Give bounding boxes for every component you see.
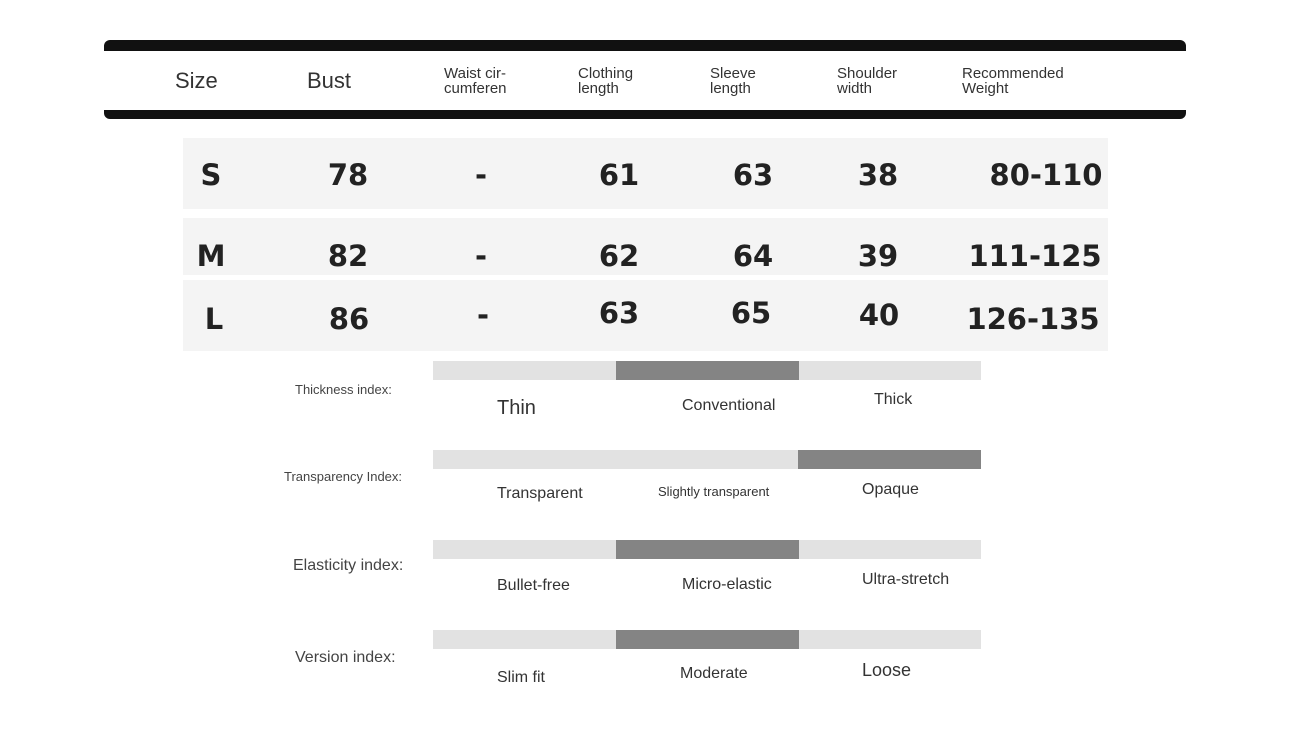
size-table-header bbox=[104, 40, 1186, 119]
header-length-line1: Clothing bbox=[578, 64, 634, 82]
cell-weight: 126-135 bbox=[966, 302, 1100, 336]
elasticity-option-micro-elastic: Micro-elastic bbox=[682, 576, 772, 593]
thickness-bar-thin bbox=[433, 361, 616, 380]
header-waist-line2: cumferen bbox=[444, 79, 507, 97]
version-bar-moderate bbox=[616, 630, 799, 649]
cell-size: L bbox=[204, 302, 224, 336]
cell-length: 62 bbox=[598, 239, 640, 273]
thickness-index-label: Thickness index: bbox=[295, 382, 392, 397]
cell-sleeve: 65 bbox=[730, 296, 772, 330]
transparency-bar-transparent bbox=[433, 450, 616, 469]
cell-weight: 111-125 bbox=[968, 239, 1102, 273]
version-bar-loose bbox=[799, 630, 981, 649]
header-weight-line2: Weight bbox=[962, 79, 1009, 97]
cell-length: 63 bbox=[598, 296, 640, 330]
cell-waist: - bbox=[474, 239, 488, 273]
table-row bbox=[183, 218, 1108, 275]
version-option-loose: Loose bbox=[862, 660, 912, 680]
cell-shoulder: 38 bbox=[857, 158, 899, 192]
thickness-bar-conventional bbox=[616, 361, 799, 380]
transparency-bar-opaque bbox=[798, 450, 981, 469]
elasticity-option-ultra-stretch: Ultra-stretch bbox=[862, 571, 950, 588]
cell-sleeve: 63 bbox=[732, 158, 774, 192]
header-bust: Bust bbox=[307, 67, 352, 93]
cell-bust: 82 bbox=[327, 239, 369, 273]
cell-size: S bbox=[200, 158, 222, 192]
cell-shoulder: 40 bbox=[858, 298, 900, 332]
thickness-bar-thick bbox=[799, 361, 981, 380]
header-waist bbox=[444, 51, 507, 110]
cell-waist: - bbox=[476, 298, 490, 332]
version-bar-slim bbox=[433, 630, 616, 649]
elasticity-bar-bullet-free bbox=[433, 540, 616, 559]
cell-waist: - bbox=[474, 158, 488, 192]
header-recommended-weight bbox=[962, 51, 1064, 110]
cell-length: 61 bbox=[598, 158, 640, 192]
header-weight-line1: Recommended bbox=[962, 64, 1064, 82]
cell-sleeve: 64 bbox=[732, 239, 774, 273]
cell-size: M bbox=[196, 239, 226, 273]
elasticity-index-label: Elasticity index: bbox=[293, 557, 404, 574]
header-shoulder-line2: width bbox=[837, 79, 873, 97]
table-row bbox=[183, 280, 1108, 351]
table-row bbox=[183, 138, 1108, 209]
header-length-line2: length bbox=[578, 79, 619, 97]
transparency-bar-slightly bbox=[616, 450, 798, 469]
elasticity-bar-micro bbox=[616, 540, 799, 559]
header-size: Size bbox=[175, 67, 218, 93]
transparency-option-transparent: Transparent bbox=[497, 485, 583, 502]
header-sleeve-line1: Sleeve bbox=[710, 64, 756, 82]
header-sleeve-length bbox=[710, 51, 756, 110]
version-index-label: Version index: bbox=[295, 649, 396, 666]
cell-weight: 80-110 bbox=[989, 158, 1103, 192]
thickness-option-thin: Thin bbox=[497, 397, 536, 419]
header-clothing-length bbox=[578, 51, 633, 110]
transparency-option-opaque: Opaque bbox=[862, 481, 919, 498]
thickness-option-thick: Thick bbox=[874, 391, 913, 408]
header-waist-line1: Waist cir- bbox=[444, 64, 506, 82]
header-shoulder-line1: Shoulder bbox=[837, 64, 898, 82]
version-option-moderate: Moderate bbox=[680, 665, 748, 682]
header-shoulder-width bbox=[837, 51, 897, 110]
cell-bust: 86 bbox=[328, 302, 370, 336]
elasticity-bar-ultra bbox=[799, 540, 981, 559]
cell-bust: 78 bbox=[327, 158, 369, 192]
transparency-index-label: Transparency Index: bbox=[284, 469, 403, 484]
header-sleeve-line2: length bbox=[710, 79, 751, 97]
cell-shoulder: 39 bbox=[857, 239, 899, 273]
thickness-option-conventional: Conventional bbox=[682, 397, 776, 414]
elasticity-option-bullet-free: Bullet-free bbox=[497, 577, 570, 594]
version-option-slim-fit: Slim fit bbox=[497, 669, 545, 686]
transparency-option-slightly: Slightly transparent bbox=[658, 484, 770, 499]
